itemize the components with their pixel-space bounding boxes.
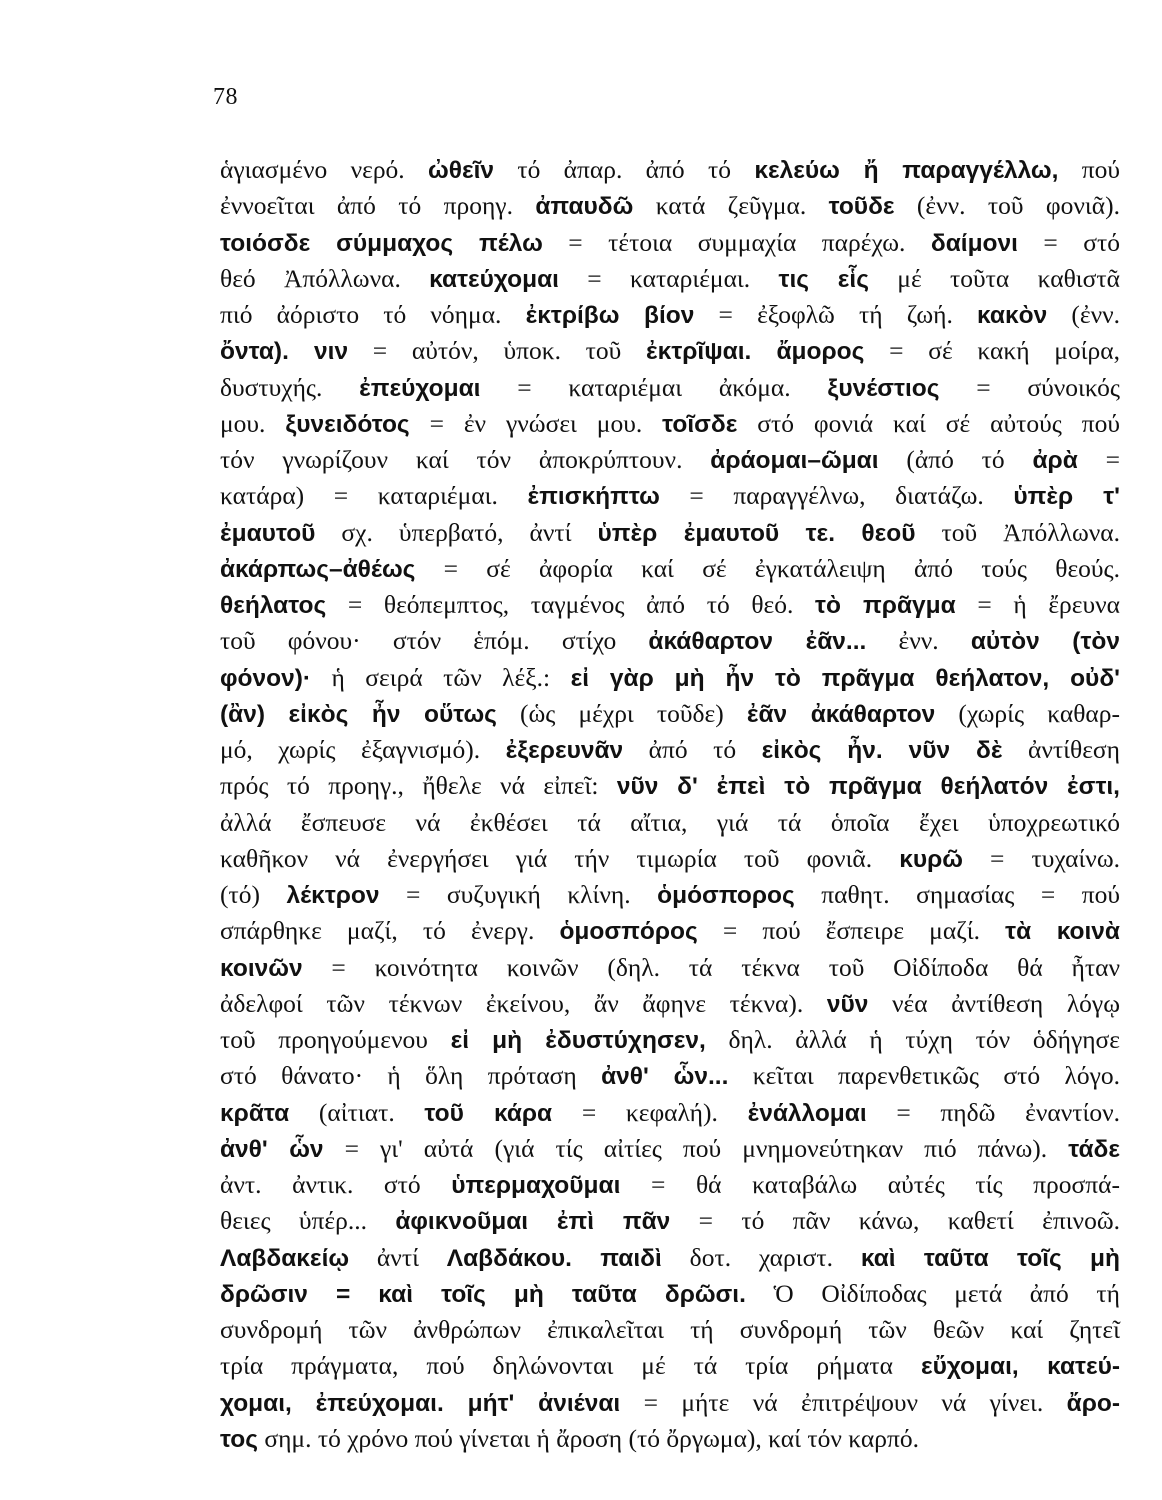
lemma-term: ὑπερμαχοῦμαι	[451, 1172, 621, 1199]
gloss-text: ἀπό τό	[623, 735, 762, 764]
gloss-text: σπάρθηκε μαζί, τό ἐνεργ.	[220, 916, 560, 946]
text-line	[220, 1276, 1120, 1312]
text-line	[220, 370, 1120, 406]
gloss-text: ἐνν.	[866, 626, 971, 656]
lemma-term: χομαι, ἐπεύχομαι. μήτ' ἀνιέναι	[220, 1389, 621, 1417]
gloss-text: κατάρα) = καταριέμαι.	[220, 481, 528, 511]
gloss-text: ἀντ. ἀντικ. στό	[220, 1170, 452, 1199]
gloss-text: ἡ σειρά τῶν λέξ.:	[311, 662, 571, 692]
text-line	[220, 406, 1120, 442]
text-line	[220, 515, 1120, 551]
lemma-term: ἀρὰ	[1032, 447, 1078, 474]
lemma-term: ξυνειδότος	[285, 410, 410, 438]
gloss-text: = στό	[1017, 227, 1120, 257]
gloss-text: πρός τό προηγ., ἤθελε νά εἰπεῖ:	[220, 771, 617, 801]
text-line	[220, 1131, 1120, 1167]
lemma-term: ἐᾶν ἀκάθαρτον	[746, 700, 936, 728]
gloss-text: θεό Ἀπόλλωνα.	[220, 263, 430, 293]
lemma-term: ξυνέστιος	[827, 374, 940, 402]
lemma-term: ἐπεύχομαι	[359, 374, 481, 402]
text-line	[220, 1312, 1120, 1348]
gloss-text: πιό ἀόριστο τό νόημα.	[220, 300, 526, 329]
lemma-term: νῦν	[826, 990, 869, 1018]
gloss-text: (ἐνν. τοῦ φονιᾶ).	[894, 191, 1120, 221]
gloss-text: = ἡ ἔρευνα	[955, 590, 1121, 619]
gloss-text: = θεόπεμπτος, ταγμένος ἀπό τό θεό.	[326, 590, 816, 619]
text-line	[220, 841, 1120, 877]
lemma-term: τις εἷς	[778, 265, 869, 293]
lemma-term: ὠθεῖν	[428, 157, 494, 184]
lemma-term: ὄντα). νιν	[220, 338, 349, 366]
gloss-text: (τό)	[220, 880, 287, 909]
gloss-text: ἀντί	[349, 1242, 447, 1272]
gloss-text: (αἰτιατ.	[289, 1097, 425, 1127]
lemma-term: τος	[220, 1425, 258, 1453]
text-line	[220, 768, 1120, 804]
lemma-term: τὰ κοινὰ	[1005, 918, 1120, 946]
gloss-text: πού	[1058, 155, 1120, 184]
gloss-text: = τό πᾶν κάνω, καθετί ἐπινοῶ.	[670, 1206, 1120, 1236]
gloss-text: = σέ κακή μοίρα,	[864, 336, 1120, 366]
text-line	[220, 1348, 1120, 1384]
lemma-term: ἐκτρίβω βίον	[525, 302, 695, 329]
lemma-term: ὁμοσπόρος	[559, 918, 698, 946]
lemma-term: ἐκτρῖψαι. ἄμορος	[646, 338, 865, 366]
lemma-term: τάδε	[1068, 1135, 1120, 1163]
gloss-text: = τυχαίνω.	[963, 843, 1120, 873]
lemma-term: ὁμόσπορος	[657, 882, 795, 909]
lemma-term: εἰκὸς ἦν. νῦν δὲ	[761, 737, 1003, 764]
gloss-text: = συζυγική κλίνη.	[379, 880, 658, 909]
gloss-text: στό θάνατο· ἡ ὅλη πρόταση	[220, 1061, 602, 1091]
text-line	[220, 261, 1120, 297]
lemma-term: κρᾶτα	[220, 1099, 290, 1127]
text-line	[220, 1203, 1120, 1239]
page-number: 78	[213, 84, 238, 110]
gloss-text: (χωρίς καθαρ-	[935, 698, 1121, 728]
text-line	[220, 297, 1120, 333]
lemma-term: τοῦ κάρα	[424, 1099, 553, 1127]
lemma-term: ἀπαυδῶ	[535, 193, 634, 221]
lemma-term: εἰ γὰρ μὴ ἦν τὸ πρᾶγμα θεήλατον, οὐδ'	[570, 664, 1121, 692]
text-line	[220, 950, 1120, 986]
lemma-term: κακὸν	[977, 302, 1048, 329]
text-line	[220, 225, 1120, 261]
gloss-text: = σέ ἀφορία καί σέ ἐγκατάλειψη ἀπό τούς θεούς.	[415, 553, 1120, 583]
gloss-text: τόν γνωρίζουν καί τόν ἀποκρύπτουν.	[220, 445, 711, 474]
gloss-text: ἀντίθεση	[1002, 735, 1120, 764]
gloss-text: συνδρομή τῶν ἀνθρώπων ἐπικαλεῖται τή συνδρομή τῶν θεῶν καί ζητεῖ	[220, 1315, 1120, 1344]
lemma-term: θεήλατος	[220, 592, 327, 619]
text-line	[220, 188, 1120, 224]
gloss-text: (ὡς μέχρι τοῦδε)	[496, 698, 747, 728]
gloss-text: (ἐνν.	[1047, 300, 1120, 329]
text-line	[220, 696, 1120, 732]
gloss-text: στό φονιά καί σέ αὐτούς πού	[737, 408, 1120, 438]
gloss-text: ἐννοεῖται ἀπό τό προηγ.	[220, 191, 536, 221]
gloss-text: = θά καταβάλω αὐτές τίς προσπά-	[620, 1170, 1120, 1199]
lemma-term: ἀφικνοῦμαι ἐπὶ πᾶν	[395, 1208, 671, 1236]
gloss-text: = καταριέμαι ἀκόμα.	[480, 372, 828, 402]
text-line	[220, 1095, 1120, 1131]
gloss-text: ἁγιασμένο νερό.	[220, 155, 428, 184]
gloss-text: δοτ. χαριστ.	[661, 1242, 861, 1272]
lemma-term: κοινῶν	[220, 954, 303, 982]
lemma-term: αὐτὸν (τὸν	[970, 628, 1120, 656]
gloss-text: = πού ἔσπειρε μαζί.	[697, 916, 1006, 946]
lemma-term: Λαβδάκου. παιδὶ	[446, 1244, 662, 1272]
lemma-term: ἐνάλλομαι	[747, 1099, 867, 1127]
text-line	[220, 1421, 1120, 1457]
text-line	[220, 877, 1120, 913]
lemma-term: νῦν δ' ἐπεὶ τὸ πρᾶγμα θεήλατόν ἐστι,	[616, 773, 1120, 801]
lemma-term: ἐπισκήπτω	[527, 483, 660, 511]
gloss-text: θειες ὑπέρ...	[220, 1206, 396, 1236]
lemma-term: φόνον)·	[220, 664, 312, 692]
gloss-text: = καταριέμαι.	[558, 263, 779, 293]
gloss-text: μό, χωρίς ἐξαγνισμό).	[220, 735, 506, 764]
gloss-text: ἀλλά ἔσπευσε νά ἐκθέσει τά αἴτια, γιά τά ὁποῖα ἔχει ὑποχρεωτικό	[220, 807, 1120, 837]
text-line	[220, 1167, 1120, 1203]
lemma-term: εἰ μὴ ἐδυστύχησεν,	[450, 1027, 706, 1054]
text-line	[220, 805, 1120, 841]
text-line	[220, 1022, 1120, 1058]
gloss-text: τοῦ προηγούμενου	[220, 1025, 451, 1054]
lemma-term: ἀκάρπως–ἀθέως	[220, 555, 416, 583]
lemma-term: τοιόσδε σύμμαχος πέλω	[220, 229, 543, 257]
lemma-term: κελεύω ἤ παραγγέλλω,	[754, 157, 1059, 184]
text-line	[220, 913, 1120, 949]
lemma-term: καὶ ταῦτα τοῖς μὴ	[860, 1244, 1121, 1272]
gloss-text: δηλ. ἀλλά ἡ τύχη τόν ὁδήγησε	[705, 1025, 1121, 1054]
gloss-text: δυστυχής.	[220, 372, 360, 402]
lemma-term: εὔχομαι, κατεύ-	[920, 1353, 1120, 1381]
lemma-term: ὑπὲρ ἐμαυτοῦ τε. θεοῦ	[597, 519, 916, 547]
gloss-text: =	[1077, 445, 1120, 474]
lemma-term: Λαβδακείῳ	[220, 1244, 350, 1272]
gloss-text: = κοινότητα κοινῶν (δηλ. τά τέκνα τοῦ Οἰδίποδα θά ἦταν	[302, 952, 1120, 982]
gloss-text: = κεφαλή).	[552, 1097, 748, 1127]
gloss-text: κατά ζεῦγμα.	[633, 191, 829, 221]
text-line	[220, 442, 1120, 478]
gloss-text: τρία πράγματα, πού δηλώνονται μέ τά τρία ρήματα	[220, 1351, 921, 1381]
lemma-term: τοῖσδε	[662, 410, 738, 438]
gloss-text: = ἐξοφλῶ τή ζωή.	[694, 300, 978, 329]
gloss-text: Ὁ Οἰδίποδας μετά ἀπό τή	[745, 1278, 1120, 1308]
lemma-term: λέκτρον	[286, 882, 380, 909]
text-line	[220, 587, 1120, 623]
lemma-term: ἀκάθαρτον ἐᾶν...	[648, 628, 867, 656]
lemma-term: ἀνθ' ὧν	[220, 1135, 324, 1163]
lemma-term: ἀράομαι–ῶμαι	[710, 447, 879, 474]
lemma-term: ἐμαυτοῦ	[220, 519, 316, 547]
lemma-term: ἄρο-	[1066, 1389, 1120, 1417]
gloss-text: = σύνοικός	[939, 372, 1121, 402]
gloss-text: ἀδελφοί τῶν τέκνων ἐκείνου, ἄν ἄφηνε τέκνα).	[220, 988, 827, 1018]
text-line	[220, 660, 1120, 696]
gloss-text: μου.	[220, 408, 286, 438]
gloss-text: παθητ. σημασίας = πού	[794, 880, 1120, 909]
gloss-text: τό ἀπαρ. ἀπό τό	[494, 155, 755, 184]
text-line	[220, 623, 1120, 659]
gloss-text: κεῖται παρενθετικῶς στό λόγο.	[728, 1061, 1120, 1091]
gloss-text: (ἀπό τό	[878, 445, 1033, 474]
gloss-text: = ἐν γνώσει μου.	[409, 408, 663, 438]
gloss-text: τοῦ Ἀπόλλωνα.	[915, 517, 1121, 547]
text-line	[220, 732, 1120, 768]
lemma-term: τὸ πρᾶγμα	[815, 592, 956, 619]
gloss-text: μέ τοῦτα καθιστᾶ	[868, 263, 1120, 293]
lemma-term: ἐξερευνᾶν	[505, 737, 624, 764]
gloss-text: σημ. τό χρόνο πού γίνεται ἡ ἄροση (τό ὄργωμα), καί τόν καρπό.	[257, 1423, 920, 1453]
gloss-text: = αὐτόν, ὑποκ. τοῦ	[348, 336, 647, 366]
gloss-text: σχ. ὑπερβατό, ἀντί	[315, 517, 598, 547]
lemma-term: κατεύχομαι	[429, 265, 559, 293]
gloss-text: = τέτοια συμμαχία παρέχω.	[542, 227, 931, 257]
gloss-text: = παραγγέλνω, διατάζω.	[659, 481, 1014, 511]
commentary-text	[220, 152, 1120, 1457]
lemma-term: ἀνθ' ὧν...	[601, 1063, 729, 1091]
text-line	[220, 333, 1120, 369]
text-line	[220, 1240, 1120, 1276]
text-line	[220, 1058, 1120, 1094]
gloss-text: τοῦ φόνου· στόν ἑπόμ. στίχο	[220, 626, 649, 656]
text-line	[220, 478, 1120, 514]
gloss-text: καθῆκον νά ἐνεργήσει γιά τήν τιμωρία τοῦ φονιᾶ.	[220, 843, 900, 873]
text-line	[220, 1385, 1120, 1421]
text-line	[220, 152, 1120, 188]
lemma-term: τοῦδε	[828, 193, 895, 221]
lemma-term: (ἂν) εἰκὸς ἦν οὕτως	[220, 700, 497, 728]
lemma-term: δρῶσιν = καὶ τοῖς μὴ ταῦτα δρῶσι.	[220, 1280, 746, 1308]
gloss-text: = μήτε νά ἐπιτρέψουν νά γίνει.	[620, 1387, 1067, 1417]
text-line	[220, 551, 1120, 587]
lemma-term: ὑπὲρ τ'	[1013, 483, 1120, 511]
gloss-text: = πηδῶ ἐναντίον.	[866, 1097, 1121, 1127]
text-line	[220, 986, 1120, 1022]
gloss-text: νέα ἀντίθεση λόγῳ	[868, 988, 1120, 1018]
lemma-term: δαίμονι	[930, 229, 1018, 257]
gloss-text: = γι' αὐτά (γιά τίς αἰτίες πού μνημονεύτηκαν πιό πάνω).	[323, 1133, 1069, 1163]
lemma-term: κυρῶ	[899, 845, 963, 873]
